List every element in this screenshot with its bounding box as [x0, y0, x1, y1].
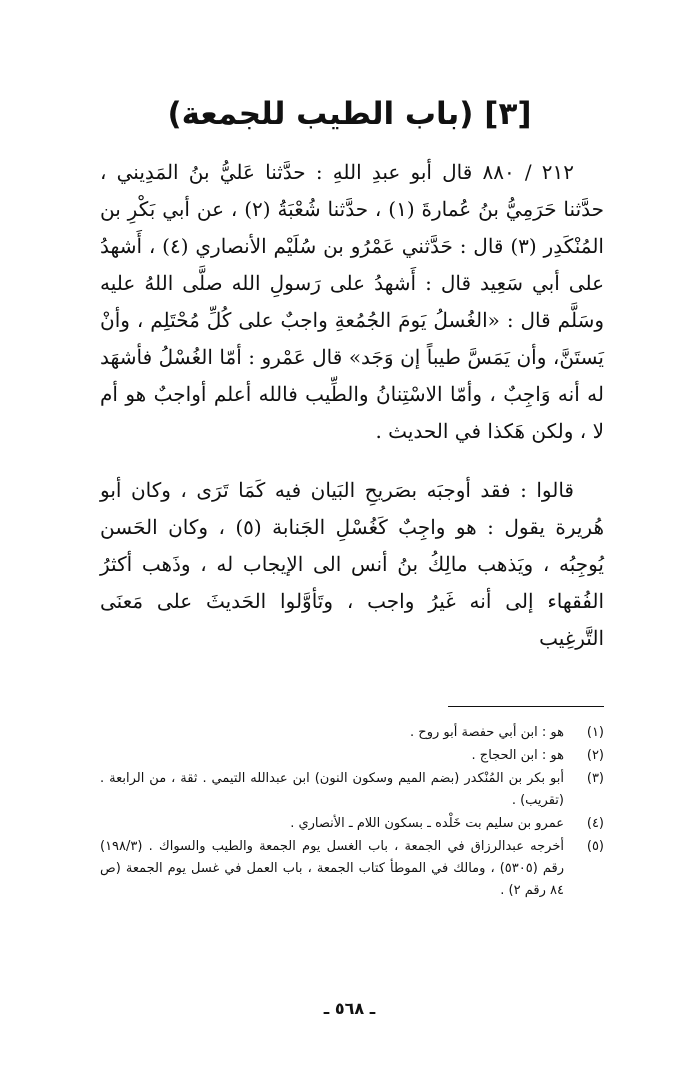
footnotes: [100, 722, 604, 903]
footnote-number: (٢): [586, 748, 604, 763]
footnote-divider: [448, 706, 604, 707]
footnote-text: هو : ابن الحجاج .: [471, 748, 564, 763]
footnote-text: أخرجه عبدالرزاق في الجمعة ، باب الغسل يوم الجمعة والطيب والسواك . (١٩٨/٣) رقم (٥٣٠٥) ، ومالك في الموطأ كتاب الجمعة ، باب العمل في غسل يوم الجمعة (ص ٨٤ رقم ٢) .: [100, 839, 564, 898]
footnote-number: (٤): [586, 816, 604, 831]
hadith-paragraph: ٢١٢ / ٨٨٠ قال أبو عبدِ اللهِ : حدَّثنا عَليُّ بنُ المَدِيني ، حدَّثنا حَرَمِيُّ بنُ عُمارةَ (١) ، حدَّثنا شُعْبَةُ (٢) ، عن أبي بَكْرِ بن المُنْكَدِر (٣) قال : حَدَّثني عَمْرُو بن سُلَيْم الأنصاري (٤) ، أَشهدُ على أبي سَعِيد قال : أَشهدُ على رَسولِ الله صلَّى اللهُ عليه وسَلَّم قال : «الغُسلُ يَومَ الجُمُعةِ واجبٌ على كُلِّ مُحْتَلِم ، وأنْ يَستَنَّ، وأن يَمَسَّ طيباً إن وَجَد» قال عَمْرو : أمّا الغُسْلُ فأشهَد له أنه وَاجِبٌ ، وأمّا الاسْتِنانُ والطِّيب فالله أعلم أواجبٌ هو أم لا ، ولكن هَكذا في الحديث .: [100, 160, 604, 443]
footnote-text: أبو بكر بن المُنْكدر (بضم الميم وسكون النون) ابن عبدالله التيمي . ثقة ، من الرابعة . (تقريب) .: [100, 771, 564, 808]
chapter-title: [٣] (باب الطيب للجمعة): [167, 96, 532, 132]
footnote-item: [100, 813, 604, 835]
main-text: [100, 154, 604, 657]
footnote-item: [100, 722, 604, 744]
footnote-text: عمرو بن سليم بت خَلْده ـ بسكون اللام ـ الأنصاري .: [290, 816, 564, 831]
footnote-item: [100, 745, 604, 767]
page-number: ـ ٥٦٨ ـ: [323, 999, 376, 1018]
footnote-item: [100, 836, 604, 902]
footnote-text: هو : ابن أبي حفصة أبو روح .: [410, 725, 564, 740]
footnote-item: [100, 768, 604, 812]
footnote-number: (١): [586, 725, 604, 740]
footnote-number: (٣): [586, 771, 604, 786]
footnote-number: (٥): [586, 839, 604, 854]
commentary-paragraph: قالوا : فقد أوجبَه بصَريحِ البَيان فيه كَمَا تَرَى ، وكان أبو هُريرة يقول : هو واجِبٌ كَغُسْلِ الجَنابة (٥) ، وكان الحَسن يُوجِبُه ، ويَذهب مالِكُ بنُ أنس الى الإيجاب له ، وذَهب أكثرُ الفُقهاء إلى أنه غَيرُ واجب ، وتَأوَّلوا الحَديثَ على مَعنَى التَّرغِيب: [100, 478, 604, 650]
